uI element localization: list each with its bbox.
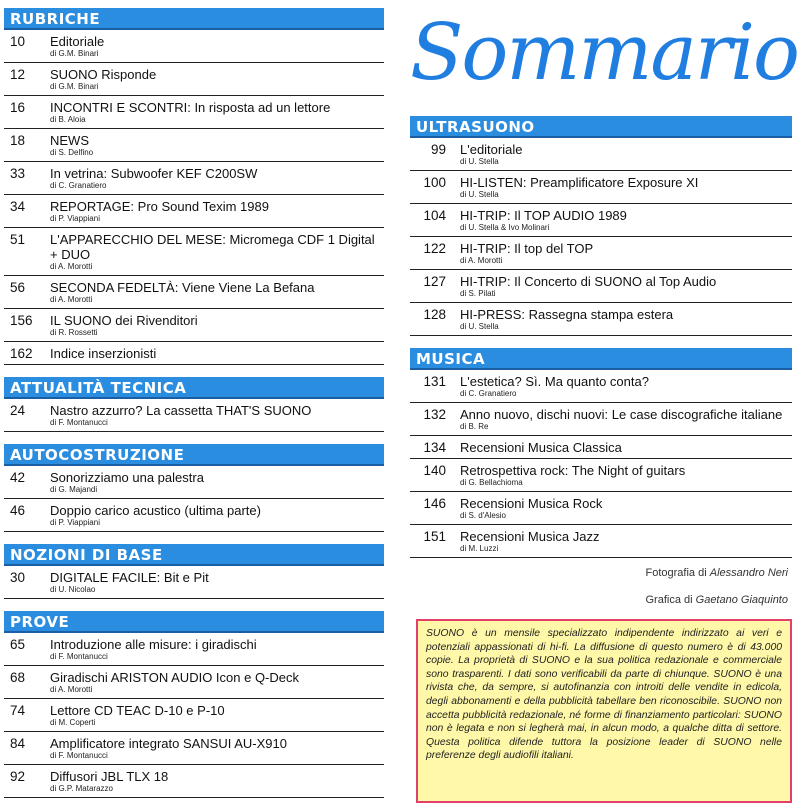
toc-entry[interactable] [410, 204, 792, 237]
toc-section [410, 116, 792, 336]
section-header: MUSICA [410, 348, 792, 370]
entry-author: di G.M. Binari [50, 49, 99, 58]
entry-page-number: 10 [10, 34, 26, 49]
entry-author: di B. Re [460, 422, 489, 431]
toc-entry[interactable] [4, 499, 384, 532]
toc-section [4, 611, 384, 798]
section-header: PROVE [4, 611, 384, 633]
entry-page-number: 146 [423, 496, 446, 511]
entry-page-number: 162 [10, 346, 33, 361]
entry-author: di U. Stella [460, 190, 499, 199]
entry-author: di S. d'Alesio [460, 511, 506, 520]
section-header: AUTOCOSTRUZIONE [4, 444, 384, 466]
entry-page-number: 42 [10, 470, 26, 485]
photo-credit-name: Alessandro Neri [709, 567, 788, 579]
entry-page-number: 33 [10, 166, 26, 181]
entry-page-number: 122 [423, 241, 446, 256]
entry-title: L'editoriale [460, 142, 523, 157]
entry-author: di A. Morotti [460, 256, 503, 265]
toc-entry[interactable] [4, 96, 384, 129]
entry-title: HI-TRIP: Il top del TOP [460, 241, 594, 256]
entry-title: Giradischi ARISTON AUDIO Icon e Q-Deck [50, 670, 299, 685]
toc-section [410, 348, 792, 558]
toc-entry[interactable] [410, 403, 792, 436]
toc-entry[interactable] [4, 765, 384, 798]
entry-title: HI-TRIP: Il TOP AUDIO 1989 [460, 208, 627, 223]
entry-page-number: 104 [423, 208, 446, 223]
entry-page-number: 100 [423, 175, 446, 190]
entry-author: di A. Morotti [50, 295, 93, 304]
entry-title: IL SUONO dei Rivenditori [50, 313, 198, 328]
toc-entry[interactable] [4, 466, 384, 499]
entry-author: di F. Montanucci [50, 652, 108, 661]
entry-author: di G.P. Matarazzo [50, 784, 113, 793]
toc-section [4, 8, 384, 365]
entry-page-number: 131 [423, 374, 446, 389]
entry-page-number: 84 [10, 736, 26, 751]
entry-page-number: 12 [10, 67, 26, 82]
toc-entry[interactable] [4, 732, 384, 765]
entry-page-number: 46 [10, 503, 26, 518]
entry-author: di S. Delfino [50, 148, 94, 157]
entry-page-number: 128 [423, 307, 446, 322]
entry-title: Recensioni Musica Rock [460, 496, 603, 511]
toc-entry[interactable] [4, 633, 384, 666]
entry-title: Editoriale [50, 34, 105, 49]
entry-page-number: 99 [430, 142, 446, 157]
entry-title: Indice inserzionisti [50, 346, 157, 361]
entry-title: HI-TRIP: Il Concerto di SUONO al Top Audio [460, 274, 717, 289]
entry-page-number: 51 [10, 232, 26, 247]
entry-title: Sonorizziamo una palestra [50, 470, 204, 485]
entry-author: di G. Bellachioma [460, 478, 523, 487]
entry-author: di F. Montanucci [50, 751, 108, 760]
toc-entry[interactable] [4, 30, 384, 63]
toc-entry[interactable] [4, 228, 384, 276]
entry-page-number: 24 [10, 403, 26, 418]
entry-page-number: 132 [423, 407, 446, 422]
entry-title: Nastro azzurro? La cassetta THAT'S SUONO [50, 403, 312, 418]
entry-title: Recensioni Musica Jazz [460, 529, 600, 544]
entry-title: L'APPARECCHIO DEL MESE: Micromega CDF 1 Digital + DUO [50, 232, 375, 262]
entry-author: di B. Aloia [50, 115, 86, 124]
entry-title: NEWS [50, 133, 89, 148]
toc-entry[interactable] [410, 237, 792, 270]
entry-page-number: 65 [10, 637, 26, 652]
entry-title: SUONO Risponde [50, 67, 157, 82]
entry-title: HI-LISTEN: Preamplificatore Exposure XI [460, 175, 699, 190]
toc-entry[interactable] [410, 138, 792, 171]
toc-section [4, 377, 384, 432]
entry-page-number: 151 [423, 529, 446, 544]
entry-title: Recensioni Musica Classica [460, 440, 622, 455]
toc-section [4, 544, 384, 599]
entry-page-number: 74 [10, 703, 26, 718]
entry-page-number: 18 [10, 133, 26, 148]
section-header: RUBRICHE [4, 8, 384, 30]
toc-entry[interactable] [4, 699, 384, 732]
toc-entry[interactable] [4, 342, 384, 365]
entry-author: di C. Granatiero [460, 389, 517, 398]
entry-title: Doppio carico acustico (ultima parte) [50, 503, 261, 518]
toc-entry[interactable] [4, 63, 384, 96]
entry-title: Diffusori JBL TLX 18 [50, 769, 169, 784]
toc-entry[interactable] [410, 370, 792, 403]
graphics-credit [410, 594, 792, 606]
right-column [410, 108, 792, 558]
toc-entry[interactable] [410, 492, 792, 525]
entry-author: di C. Granatiero [50, 181, 107, 190]
entry-page-number: 30 [10, 570, 26, 585]
entry-page-number: 140 [423, 463, 446, 478]
toc-entry[interactable] [4, 666, 384, 699]
graphics-credit-label: Grafica di [645, 594, 693, 606]
entry-author: di G.M. Binari [50, 82, 99, 91]
toc-entry[interactable] [4, 129, 384, 162]
entry-page-number: 34 [10, 199, 26, 214]
entry-author: di U. Stella & Ivo Molinari [460, 223, 550, 232]
entry-author: di R. Rossetti [50, 328, 98, 337]
entry-title: SECONDA FEDELTÀ: Viene Viene La Befana [50, 280, 315, 295]
toc-entry[interactable] [410, 436, 792, 459]
toc-section [4, 444, 384, 532]
toc-entry[interactable] [4, 195, 384, 228]
entry-page-number: 134 [423, 440, 446, 455]
entry-page-number: 16 [10, 100, 26, 115]
photo-credit [410, 567, 792, 579]
publication-info-box: SUONO è un mensile specializzato indipendente indirizzato ai veri e potenziali appassionati di hi-fi. La diffusione di questo numero è di 43.000 copie. La proprietà di SUONO e la sua politica redazionale e commerciale sono trasparenti. I dati sono verificabili da parte di chiunque. SUONO è una rivista che, da sempre, si autofinanzia con introiti delle vendite in edicola, degli abbonamenti e della pubblicità tabellare ben riconoscibile. SUONO non accetta pubblicità redazionale, né forme di finanziamento particolari: SUONO non è legata e non si legherà mai, in alcun modo, a qualche ditta di settore. Questa politica difende tuttora la posizione leader di SUONO nelle preferenze degli audiofili italiani. [416, 619, 792, 803]
section-header: ATTUALITÀ TECNICA [4, 377, 384, 399]
entry-title: L'estetica? Sì. Ma quanto conta? [460, 374, 649, 389]
entry-author: di M. Luzzi [460, 544, 499, 553]
section-header: ULTRASUONO [410, 116, 792, 138]
toc-entry[interactable] [410, 171, 792, 204]
graphics-credit-name: Gaetano Giaquinto [695, 594, 788, 606]
toc-entry[interactable] [4, 309, 384, 342]
entry-page-number: 56 [10, 280, 26, 295]
toc-entry[interactable] [410, 459, 792, 492]
entry-author: di F. Montanucci [50, 418, 108, 427]
entry-author: di A. Morotti [50, 262, 93, 271]
entry-title: Introduzione alle misure: i giradischi [50, 637, 257, 652]
entry-title: INCONTRI E SCONTRI: In risposta ad un lettore [50, 100, 331, 115]
entry-author: di U. Stella [460, 322, 499, 331]
entry-author: di S. Pilati [460, 289, 496, 298]
toc-entry[interactable] [410, 525, 792, 558]
entry-author: di P. Viappiani [50, 518, 100, 527]
entry-page-number: 92 [10, 769, 26, 784]
left-column [4, 0, 384, 798]
entry-page-number: 127 [423, 274, 446, 289]
toc-entry[interactable] [410, 270, 792, 303]
entry-title: REPORTAGE: Pro Sound Texim 1989 [50, 199, 269, 214]
entry-title: Lettore CD TEAC D-10 e P-10 [50, 703, 225, 718]
entry-author: di M. Coperti [50, 718, 96, 727]
toc-entry[interactable] [4, 566, 384, 599]
entry-page-number: 156 [10, 313, 33, 328]
entry-title: DIGITALE FACILE: Bit e Pit [50, 570, 209, 585]
entry-title: In vetrina: Subwoofer KEF C200SW [50, 166, 258, 181]
entry-title: Anno nuovo, dischi nuovi: Le case discografiche italiane [460, 407, 783, 422]
toc-entry[interactable] [410, 303, 792, 336]
entry-title: Amplificatore integrato SANSUI AU-X910 [50, 736, 287, 751]
entry-author: di U. Stella [460, 157, 499, 166]
entry-author: di A. Morotti [50, 685, 93, 694]
entry-author: di P. Viappiani [50, 214, 100, 223]
photo-credit-label: Fotografia di [645, 567, 707, 579]
entry-page-number: 68 [10, 670, 26, 685]
toc-entry[interactable] [4, 399, 384, 432]
toc-entry[interactable] [4, 162, 384, 195]
section-header: NOZIONI DI BASE [4, 544, 384, 566]
toc-entry[interactable] [4, 276, 384, 309]
page-title: Sommario [410, 8, 799, 98]
entry-author: di U. Nicolao [50, 585, 96, 594]
entry-author: di G. Majandi [50, 485, 98, 494]
entry-title: Retrospettiva rock: The Night of guitars [460, 463, 686, 478]
entry-title: HI-PRESS: Rassegna stampa estera [460, 307, 674, 322]
